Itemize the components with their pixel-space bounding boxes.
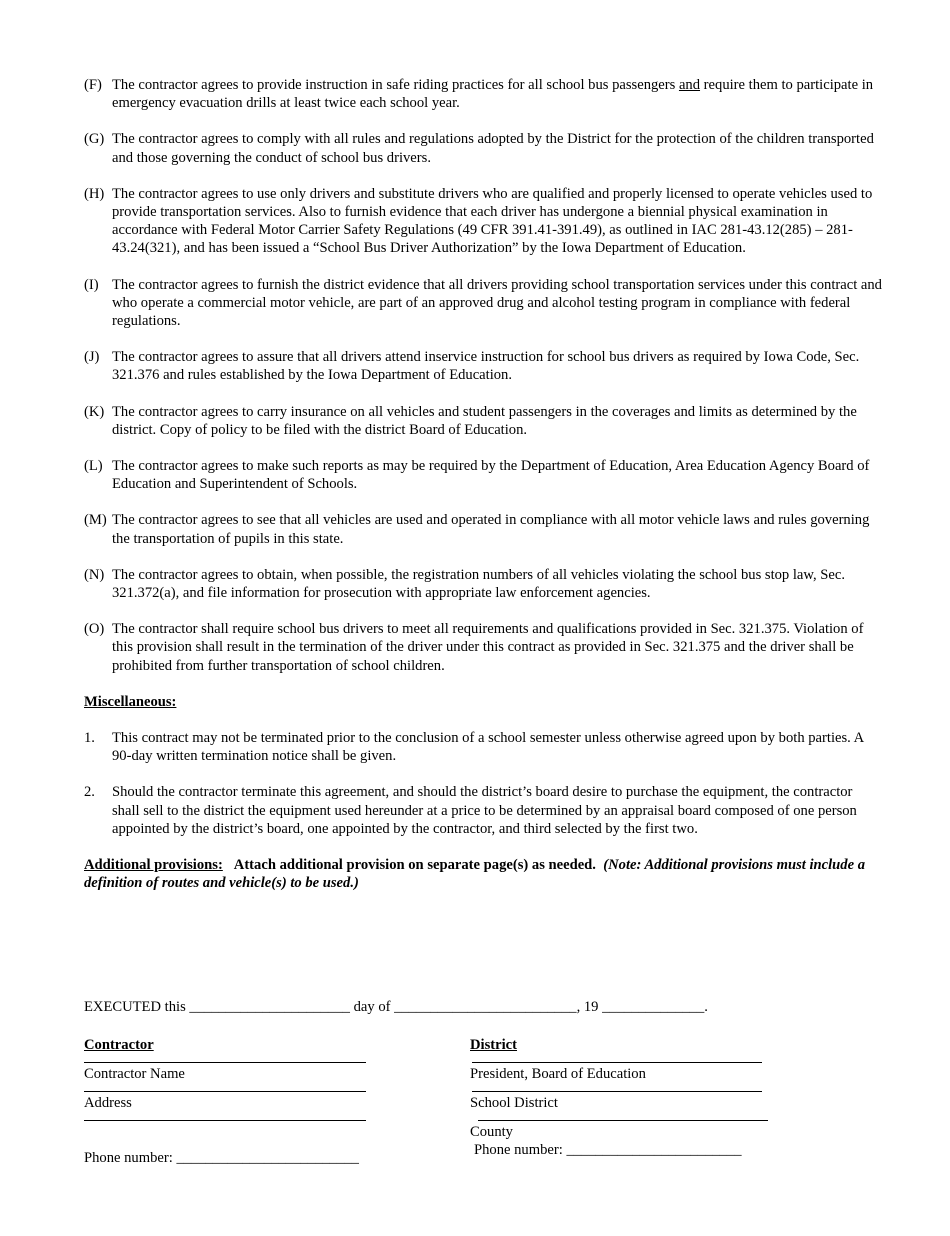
clause-text: The contractor agrees to furnish the district evidence that all drivers providing school transportation services under this contract and who operate a commercial motor vehicle, are part of an approved drug and alcohol testing program in compliance with federal regulations. <box>112 276 882 330</box>
contractor-heading: Contractor <box>84 1037 154 1054</box>
clause-N <box>84 566 882 602</box>
clause-label: (M) <box>84 512 107 529</box>
clause-text: The contractor shall require school bus drivers to meet all requirements and qualifications provided in Sec. 321.375. Violation of this provision shall result in the termination of the driver under this contract as provided in Sec. 321.375 and the driver shall be prohibited from further transportation of school children. <box>112 621 864 674</box>
contractor-name-line[interactable] <box>84 1062 366 1063</box>
clause-M <box>84 511 882 547</box>
misc-label: 1. <box>84 730 95 747</box>
president-label: President, Board of Education <box>470 1066 646 1083</box>
clause-text: The contractor agrees to obtain, when possible, the registration numbers of all vehicles violating the school bus stop law, Sec. 321.372(a), and file information for prosecution with appropriate law enforcement agencies. <box>112 566 846 602</box>
president-line[interactable] <box>472 1062 762 1063</box>
clause-text: The contractor agrees to provide instruction in safe riding practices for all school bus passengers and require them to participate in emergency evacuation drills at least twice each school year. <box>112 77 874 112</box>
misc-label: 2. <box>84 784 95 801</box>
contract-page <box>84 76 882 893</box>
clause-label: (J) <box>84 349 100 366</box>
contractor-phone: Phone number: _________________________ <box>84 1150 359 1167</box>
signature-block <box>84 998 904 1236</box>
clause-K <box>84 403 882 439</box>
clause-label: (K) <box>84 403 105 420</box>
address-line-2[interactable] <box>84 1120 366 1121</box>
additional-note: (Note: Additional provisions must include a definition of routes and vehicle(s) to be used.) <box>84 857 866 892</box>
year-blank[interactable]: ______________ <box>602 999 705 1015</box>
clause-F <box>84 76 882 112</box>
clause-label: (I) <box>84 276 99 293</box>
contractor-name-label: Contractor Name <box>84 1066 185 1083</box>
underlined-word: and <box>678 77 701 93</box>
clause-text: The contractor agrees to comply with all rules and regulations adopted by the District for the protection of the children transported and those governing the conduct of school bus drivers. <box>112 131 874 166</box>
misc-item-1 <box>84 729 882 765</box>
clause-O <box>84 620 882 675</box>
misc-text: This contract may not be terminated prior to the conclusion of a school semester unless otherwise agreed upon by both parties. A 90-day written termination notice shall be given. <box>112 730 864 765</box>
clause-label: (F) <box>84 77 102 93</box>
address-line[interactable] <box>84 1091 366 1092</box>
executed-line: EXECUTED this ______________________ day of _________________________, 19 ______________. <box>84 999 708 1015</box>
clause-text: The contractor agrees to use only drivers and substitute drivers who are qualified and properly licensed to operate vehicles used to provide transportation services. Also to furnish evidence that each driver has undergone a biennial physical examination in accordance with Federal Motor Carrier Safety Regulations (49 CFR 391.41-391.49), as outlined in IAC 281-43.12(285) – 281-43.24(321), and has been issued a “School Bus Driver Authorization” by the Iowa Department of Education. <box>112 185 873 257</box>
day-blank[interactable]: ______________________ <box>189 999 350 1015</box>
clause-I <box>84 276 882 331</box>
school-district-line[interactable] <box>472 1091 762 1092</box>
misc-text: Should the contractor terminate this agreement, and should the district’s board desire to purchase the equipment, the contractor shall sell to the district the equipment used hereunder at a price to be determined by an appraisal board composed of one person appointed by the district’s board, one appointed by the contractor, and third selected by the first two. <box>112 784 857 837</box>
additional-provisions <box>84 856 882 892</box>
district-phone-blank[interactable]: ________________________ <box>566 1142 742 1159</box>
district-column <box>470 1036 770 1167</box>
district-phone: Phone number: ________________________ <box>474 1142 742 1159</box>
clause-label: (O) <box>84 621 105 638</box>
district-heading: District <box>470 1037 518 1054</box>
clause-L <box>84 457 882 493</box>
clause-label: (L) <box>84 458 103 475</box>
school-district-label: School District <box>470 1095 558 1112</box>
additional-heading: Additional provisions: <box>84 857 223 874</box>
clause-text: The contractor agrees to carry insurance on all vehicles and student passengers in the coverages and limits as determined by the district. Copy of policy to be filed with the district Board of Education. <box>112 403 857 438</box>
clause-label: (G) <box>84 131 105 148</box>
contractor-column <box>84 1036 384 1175</box>
clause-text: The contractor agrees to see that all vehicles are used and operated in compliance with all motor vehicle laws and rules governing the transportation of pupils in this state. <box>112 512 870 547</box>
clause-text: The contractor agrees to make such reports as may be required by the Department of Education, Area Education Agency Board of Education and Superintendent of Schools. <box>112 458 870 493</box>
county-label: County <box>470 1124 513 1141</box>
clause-J <box>84 348 882 384</box>
additional-instruction: Attach additional provision on separate page(s) as needed. <box>233 857 596 874</box>
misc-item-2 <box>84 783 882 838</box>
miscellaneous-heading: Miscellaneous: <box>84 693 177 710</box>
clause-G <box>84 130 882 166</box>
month-blank[interactable]: _________________________ <box>394 999 577 1015</box>
clause-H <box>84 185 882 258</box>
county-line[interactable] <box>478 1120 768 1121</box>
clause-text: The contractor agrees to assure that all drivers attend inservice instruction for school bus drivers as required by Iowa Code, Sec. 321.376 and rules established by the Iowa Department of Education. <box>112 349 860 384</box>
contractor-phone-blank[interactable]: _________________________ <box>176 1150 359 1167</box>
address-label: Address <box>84 1095 132 1112</box>
clause-label: (N) <box>84 566 105 583</box>
clause-label: (H) <box>84 185 105 202</box>
